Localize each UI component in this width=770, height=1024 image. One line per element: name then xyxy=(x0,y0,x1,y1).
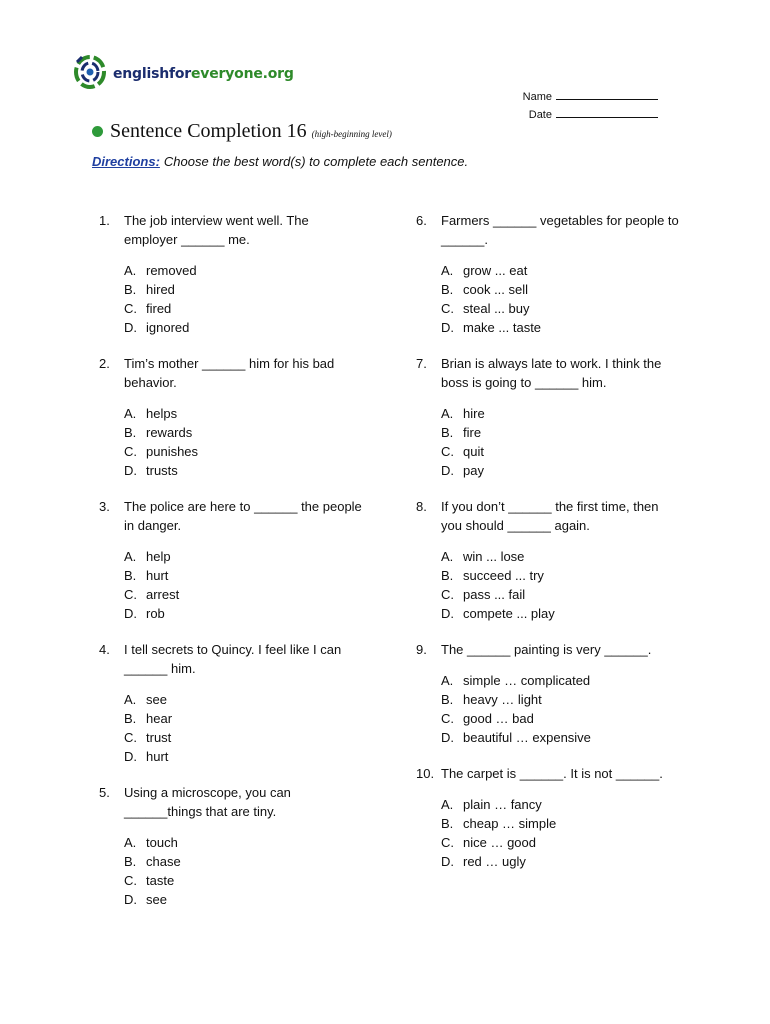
option-letter: B. xyxy=(441,816,454,831)
option-letter: A. xyxy=(441,549,454,564)
question-5 xyxy=(99,783,369,909)
question-9 xyxy=(416,640,686,747)
answer-option[interactable] xyxy=(441,318,686,337)
answer-option[interactable] xyxy=(441,852,686,871)
option-letter: B. xyxy=(124,711,137,726)
question-6 xyxy=(416,211,686,337)
option-letter: D. xyxy=(441,320,454,335)
option-letter: C. xyxy=(124,444,137,459)
option-text: arrest xyxy=(146,587,180,602)
name-field: Name xyxy=(523,88,658,106)
question-text: The ______ painting is very ______. xyxy=(441,642,652,657)
question-1 xyxy=(99,211,369,337)
date-line xyxy=(556,106,658,118)
option-letter: B. xyxy=(124,568,137,583)
answer-option[interactable] xyxy=(124,404,369,423)
option-letter: B. xyxy=(441,282,454,297)
option-letter: B. xyxy=(441,568,454,583)
question-number: 9. xyxy=(416,642,427,657)
question-number: 7. xyxy=(416,356,427,371)
question-stem xyxy=(416,354,686,392)
answer-option[interactable] xyxy=(124,747,369,766)
question-10 xyxy=(416,764,686,871)
question-text: Farmers ______ vegetables for people to ______. xyxy=(441,213,679,247)
option-text: trusts xyxy=(146,463,178,478)
option-letter: A. xyxy=(124,692,137,707)
option-text: taste xyxy=(146,873,175,888)
option-text: see xyxy=(146,892,167,907)
option-letter: B. xyxy=(124,425,137,440)
option-letter: C. xyxy=(124,587,137,602)
option-letter: D. xyxy=(441,463,454,478)
answer-option[interactable] xyxy=(124,890,369,909)
option-text: pay xyxy=(463,463,484,478)
answer-options xyxy=(416,404,686,480)
name-date-fields xyxy=(523,88,658,124)
question-text: The police are here to ______ the people in danger. xyxy=(124,499,362,533)
option-text: pass ... fail xyxy=(463,587,526,602)
option-letter: D. xyxy=(124,463,137,478)
option-text: compete ... play xyxy=(463,606,555,621)
option-letter: A. xyxy=(124,406,137,421)
option-text: hurt xyxy=(146,568,169,583)
option-text: removed xyxy=(146,263,197,278)
page-title xyxy=(92,120,392,143)
title-text: Sentence Completion 16 xyxy=(110,120,307,142)
name-line xyxy=(556,88,658,100)
question-text: The carpet is ______. It is not ______. xyxy=(441,766,663,781)
question-text: Tim’s mother ______ him for his bad behavior. xyxy=(124,356,335,390)
answer-options xyxy=(416,795,686,871)
answer-option[interactable] xyxy=(124,709,369,728)
question-number: 4. xyxy=(99,642,110,657)
option-text: ignored xyxy=(146,320,190,335)
option-text: touch xyxy=(146,835,178,850)
answer-option[interactable] xyxy=(124,280,369,299)
option-text: hurt xyxy=(146,749,169,764)
answer-option[interactable] xyxy=(441,604,686,623)
option-text: help xyxy=(146,549,171,564)
answer-options xyxy=(416,547,686,623)
option-letter: C. xyxy=(441,587,454,602)
option-letter: C. xyxy=(441,301,454,316)
answer-option[interactable] xyxy=(124,261,369,280)
bullet-icon xyxy=(92,126,103,137)
option-text: nice … good xyxy=(463,835,536,850)
answer-option[interactable] xyxy=(124,728,369,747)
option-letter: B. xyxy=(124,854,137,869)
option-letter: A. xyxy=(441,263,454,278)
answer-option[interactable] xyxy=(441,423,686,442)
option-letter: C. xyxy=(124,301,137,316)
option-text: cook ... sell xyxy=(463,282,529,297)
option-letter: D. xyxy=(124,749,137,764)
option-letter: D. xyxy=(441,730,454,745)
option-text: cheap … simple xyxy=(463,816,557,831)
option-letter: C. xyxy=(441,835,454,850)
answer-option[interactable] xyxy=(441,299,686,318)
option-letter: D. xyxy=(441,854,454,869)
option-text: beautiful … expensive xyxy=(463,730,591,745)
option-letter: C. xyxy=(441,444,454,459)
answer-option[interactable] xyxy=(441,442,686,461)
option-text: trust xyxy=(146,730,172,745)
answer-option[interactable] xyxy=(124,871,369,890)
question-stem xyxy=(99,211,369,249)
option-text: plain … fancy xyxy=(463,797,542,812)
answer-option[interactable] xyxy=(441,566,686,585)
answer-option[interactable] xyxy=(441,547,686,566)
question-number: 1. xyxy=(99,213,110,228)
option-text: hired xyxy=(146,282,175,297)
option-letter: A. xyxy=(441,406,454,421)
option-text: rewards xyxy=(146,425,193,440)
question-8 xyxy=(416,497,686,623)
option-text: see xyxy=(146,692,167,707)
question-number: 8. xyxy=(416,499,427,514)
option-letter: A. xyxy=(441,673,454,688)
option-letter: D. xyxy=(124,606,137,621)
option-text: heavy … light xyxy=(463,692,542,707)
answer-option[interactable] xyxy=(124,566,369,585)
answer-option[interactable] xyxy=(124,690,369,709)
option-text: helps xyxy=(146,406,178,421)
answer-option[interactable] xyxy=(441,280,686,299)
left-column xyxy=(99,211,369,909)
answer-options xyxy=(99,690,369,766)
option-text: fired xyxy=(146,301,172,316)
option-letter: C. xyxy=(124,873,137,888)
answer-option[interactable] xyxy=(441,461,686,480)
option-text: steal ... buy xyxy=(463,301,530,316)
question-2 xyxy=(99,354,369,480)
answer-options xyxy=(99,404,369,480)
globe-logo-icon xyxy=(71,50,109,92)
answer-option[interactable] xyxy=(441,671,686,690)
option-text: good … bad xyxy=(463,711,534,726)
date-field: Date xyxy=(523,106,658,124)
question-number: 6. xyxy=(416,213,427,228)
answer-options xyxy=(416,261,686,337)
option-text: succeed ... try xyxy=(463,568,544,583)
right-column xyxy=(416,211,686,871)
question-stem xyxy=(416,764,686,783)
answer-options xyxy=(99,833,369,909)
directions-label: Directions: xyxy=(92,154,160,169)
option-text: win ... lose xyxy=(463,549,525,564)
option-text: grow ... eat xyxy=(463,263,528,278)
option-letter: B. xyxy=(441,692,454,707)
question-number: 10. xyxy=(416,766,435,781)
option-text: punishes xyxy=(146,444,199,459)
question-number: 3. xyxy=(99,499,110,514)
option-letter: A. xyxy=(124,549,137,564)
directions-text: Choose the best word(s) to complete each sentence. xyxy=(163,154,469,169)
question-stem xyxy=(99,354,369,392)
answer-option[interactable] xyxy=(124,318,369,337)
question-stem xyxy=(99,497,369,535)
answer-option[interactable] xyxy=(441,833,686,852)
question-stem xyxy=(416,497,686,535)
answer-option[interactable] xyxy=(124,585,369,604)
answer-options xyxy=(99,261,369,337)
answer-option[interactable] xyxy=(124,547,369,566)
question-text: I tell secrets to Quincy. I feel like I can ______ him. xyxy=(124,642,342,676)
logo-text: englishforeveryone.org xyxy=(113,66,294,82)
directions xyxy=(92,154,468,169)
option-letter: C. xyxy=(124,730,137,745)
question-stem xyxy=(99,640,369,678)
option-text: quit xyxy=(463,444,484,459)
option-letter: A. xyxy=(124,835,137,850)
option-text: fire xyxy=(463,425,482,440)
answer-option[interactable] xyxy=(124,833,369,852)
option-letter: D. xyxy=(124,892,137,907)
option-text: red … ugly xyxy=(463,854,526,869)
answer-option[interactable] xyxy=(441,690,686,709)
answer-option[interactable] xyxy=(124,461,369,480)
question-number: 2. xyxy=(99,356,110,371)
question-4 xyxy=(99,640,369,766)
option-text: hear xyxy=(146,711,173,726)
option-letter: C. xyxy=(441,711,454,726)
question-3 xyxy=(99,497,369,623)
option-letter: D. xyxy=(441,606,454,621)
answer-option[interactable] xyxy=(124,423,369,442)
option-letter: D. xyxy=(124,320,137,335)
question-text: Brian is always late to work. I think the boss is going to ______ him. xyxy=(441,356,662,390)
answer-option[interactable] xyxy=(441,795,686,814)
question-7 xyxy=(416,354,686,480)
question-text: The job interview went well. The employer ______ me. xyxy=(124,213,309,247)
answer-option[interactable] xyxy=(124,299,369,318)
question-stem xyxy=(416,211,686,249)
answer-option[interactable] xyxy=(441,728,686,747)
answer-option[interactable] xyxy=(124,442,369,461)
option-letter: B. xyxy=(124,282,137,297)
option-text: rob xyxy=(146,606,165,621)
option-text: chase xyxy=(146,854,181,869)
question-text: If you don’t ______ the first time, then you should ______ again. xyxy=(441,499,659,533)
option-letter: A. xyxy=(441,797,454,812)
option-letter: B. xyxy=(441,425,454,440)
question-number: 5. xyxy=(99,785,110,800)
title-level: (high-beginning level) xyxy=(311,129,392,139)
option-text: make ... taste xyxy=(463,320,542,335)
question-text: Using a microscope, you can ______things that are tiny. xyxy=(124,785,291,819)
answer-options xyxy=(416,671,686,747)
answer-option[interactable] xyxy=(441,404,686,423)
answer-option[interactable] xyxy=(124,852,369,871)
answer-option[interactable] xyxy=(124,604,369,623)
option-text: hire xyxy=(463,406,485,421)
answer-option[interactable] xyxy=(441,261,686,280)
answer-option[interactable] xyxy=(441,709,686,728)
question-stem xyxy=(416,640,686,659)
option-text: simple … complicated xyxy=(463,673,591,688)
answer-options xyxy=(99,547,369,623)
question-stem xyxy=(99,783,369,821)
answer-option[interactable] xyxy=(441,585,686,604)
option-letter: A. xyxy=(124,263,137,278)
site-logo xyxy=(71,48,294,94)
answer-option[interactable] xyxy=(441,814,686,833)
